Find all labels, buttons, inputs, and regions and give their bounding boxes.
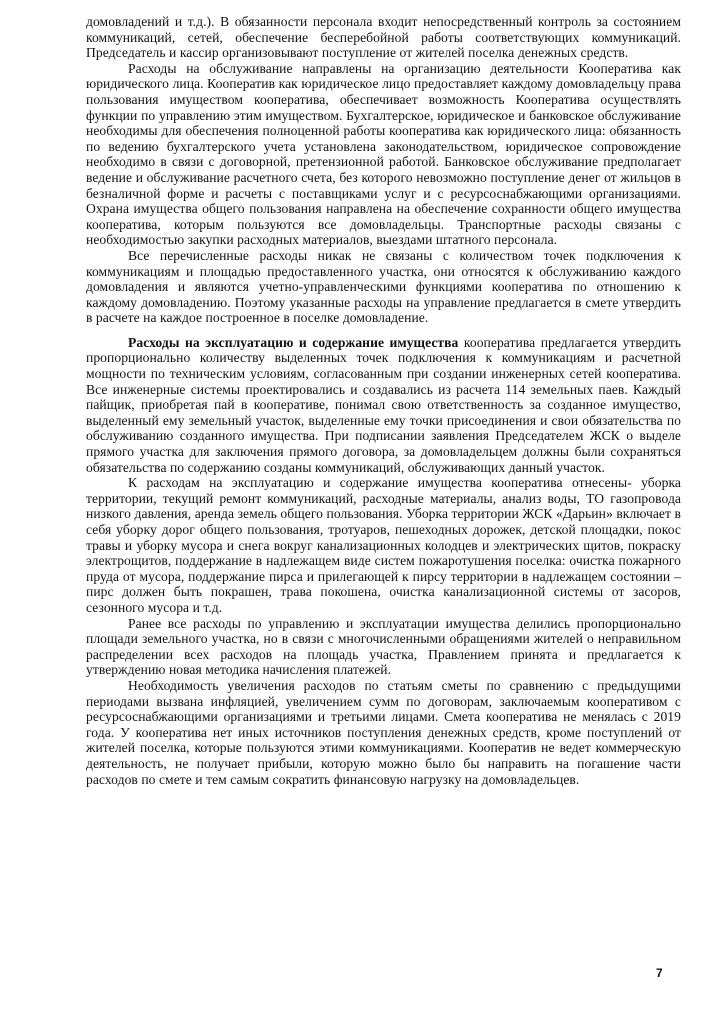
paragraph-operation-expenses-list: К расходам на эксплуатацию и содержание имущества кооператива отнесены- уборка территории, текущий ремонт коммуникаций, расходные материалы, анализ воды, ТО газопровода низкого давления, аренда земель общего пользования. Уборка территории ЖСК «Дарьин» включает в себя уборку дорог общего пользования, тротуаров, пешеходных дорожек, детской площадки, покос травы и уборку мусора и снега вокруг канализационных колодцев и электрических щитов, покраску электрощитов, поддержание в надлежащем виде систем пожаротушения поселка: очистка пожарного пруда от мусора, поддержание пирса и прилегающей к пирсу территории в надлежащем состоянии – пирс должен быть покрашен, трава покошена, очистка канализационной системы от засоров, сезонного мусора и т.д.: [86, 475, 681, 615]
operation-expenses-heading: Расходы на эксплуатацию и содержание имущества: [128, 334, 459, 350]
paragraph-operation-expenses: [86, 335, 681, 475]
page-number: 7: [656, 966, 663, 980]
operation-expenses-text: кооператива предлагается утвердить пропорционально количеству выделенных точек подключения к коммуникациям и расчетной мощности по техническим условиям, согласованным при создании инженерных сетей кооператива. Все инженерные системы проектировались и создавались из расчета 114 земельных паев. Каждый пайщик, приобретая пай в кооперативе, понимал свою ответственность за созданное имущество, выделенный ему земельный участок, выделенные ему точки присоединения и свои обязательства по обслуживанию созданного имущества. При подписании заявления Председателем ЖСК о выделе прямого участка для заключения прямого договора, за домовладельцем должны были сохраняться обязательства по содержанию созданы коммуникаций, обслуживающих данный участок.: [86, 334, 682, 475]
paragraph-increase-reasons: Необходимость увеличения расходов по статьям сметы по сравнению с предыдущими периодами вызвана инфляцией, увеличением сумм по договорам, заключаемым кооперативом с ресурсоснабжающими организациями и третьими лицами. Смета кооператива не менялась с 2019 года. У кооператива нет иных источников поступления денежных средств, кроме поступлений от жителей поселка, которые пользуются этими коммуникациями. Кооператив не ведет коммерческую деятельность, не получает прибыли, которую можно было бы направить на погашение части расходов по смете и тем самым сократить финансовую нагрузку на домовладельцев.: [86, 677, 681, 787]
paragraph-previous-method: Ранее все расходы по управлению и эксплуатации имущества делились пропорционально площади земельного участка, но в связи с многочисленными обращениями жителей о неправильном распределении всех расходов на площадь участка, Правлением принята и предлагается к утверждению новая методика начисления платежей.: [86, 615, 681, 678]
paragraph-expenses-not-linked: Все перечисленные расходы никак не связаны с количеством точек подключения к коммуникациям и площадью предоставленного участка, они относятся к обслуживанию каждого домовладения и являются учетно-управленческими функциями кооператива по отношению к каждому домовладению. Поэтому указанные расходы на управление предлагается в смете утвердить в расчете на каждое построенное в поселке домовладение.: [86, 247, 681, 326]
paragraph-service-expenses: Расходы на обслуживание направлены на организацию деятельности Кооператива как юридического лица. Кооператив как юридическое лицо предоставляет каждому домовладельцу права пользования имуществом кооператива, обеспечивает возможность Кооператива осуществлять функции по управлению этим имуществом. Бухгалтерское, юридическое и банковское обслуживание необходимы для обеспечения полноценной работы кооператива как юридического лица: обязанность по ведению бухгалтерского учета установлена законодательством, юридическое сопровождение необходимо в связи с договорной, претензионной работой. Банковское обслуживание предполагает ведение и обслуживание расчетного счета, без которого невозможно поступление денег от жильцов в безналичной форме и расчеты с поставщиками услуг и с ресурсоснабжающими организациями. Охрана имущества общего пользования направлена на обеспечение сохранности общего имущества кооператива, которым пользуются все домовладельцы. Транспортные расходы связаны с необходимостью закупки расходных материалов, выездами штатного персонала.: [86, 60, 681, 248]
paragraph-staff-duties: домовладений и т.д.). В обязанности персонала входит непосредственный контроль за состоянием коммуникаций, сетей, обеспечение бесперебойной работы соответствующих коммуникаций. Председатель и кассир организовывают поступление от жителей поселка денежных средств.: [86, 14, 681, 61]
document-page: [86, 14, 681, 787]
